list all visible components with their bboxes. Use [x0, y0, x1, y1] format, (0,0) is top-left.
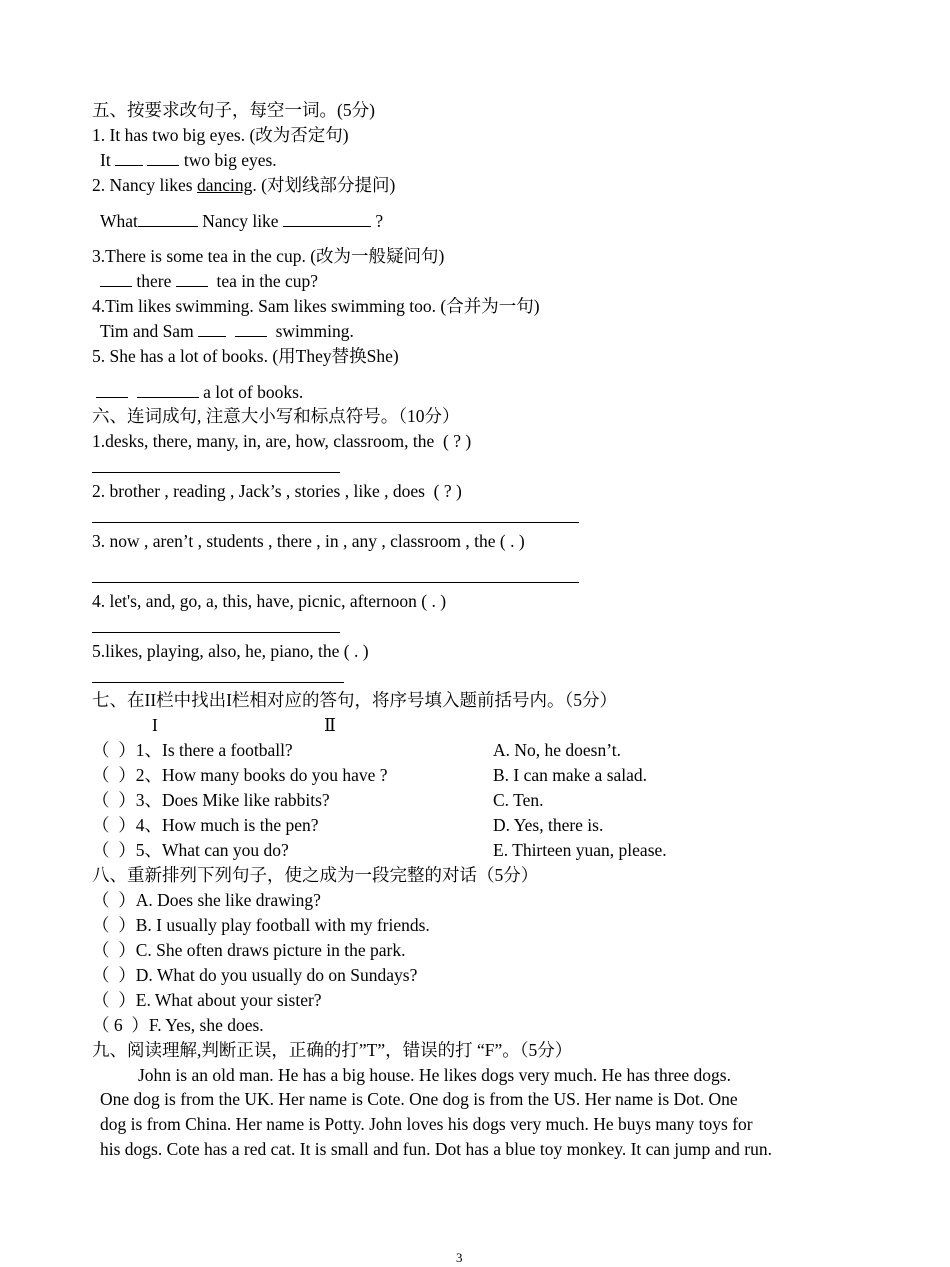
answer-line[interactable]: [92, 472, 340, 473]
sec6-question-1: 1.desks, there, many, in, are, how, classroom, the ( ? ): [92, 431, 472, 451]
answer-blank[interactable]: [100, 271, 132, 287]
match-question: （ ）2、How many books do you have ?: [92, 765, 388, 785]
dialogue-item: （ 6 ）F. Yes, she does.: [92, 1015, 264, 1035]
sec6-question-5: 5.likes, playing, also, he, piano, the ( . ): [92, 641, 369, 661]
sec5-answer-4: Tim and Sam swimming.: [100, 321, 354, 341]
page-number: 3: [456, 1250, 463, 1265]
section-9-title: 九、阅读理解,判断正误，正确的打”T”，错误的打 “F”。（5分）: [92, 1040, 573, 1060]
section-8-title: 八、重新排列下列句子，使之成为一段完整的对话（5分）: [92, 865, 539, 885]
match-answer: E. Thirteen yuan, please.: [493, 840, 667, 860]
answer-line[interactable]: [92, 582, 579, 583]
sec6-question-4: 4. let's, and, go, a, this, have, picnic, afternoon ( . ): [92, 591, 447, 611]
sec6-question-3: 3. now , aren’t , students , there , in , any , classroom , the ( . ): [92, 531, 525, 551]
answer-blank[interactable]: [96, 382, 128, 398]
match-answer: D. Yes, there is.: [493, 815, 604, 835]
answer-line[interactable]: [92, 682, 344, 683]
sec5-question-1: 1. It has two big eyes. (改为否定句): [92, 125, 349, 145]
dialogue-item: （ ）A. Does she like drawing?: [92, 890, 321, 910]
sec5-question-4: 4.Tim likes swimming. Sam likes swimming too. (合并为一句): [92, 296, 540, 316]
sec5-question-3: 3.There is some tea in the cup. (改为一般疑问句): [92, 246, 445, 266]
match-question: （ ）3、Does Mike like rabbits?: [92, 790, 330, 810]
sec5-answer-3: there tea in the cup?: [100, 271, 318, 291]
section-6-title: 六、连词成句, 注意大小写和标点符号。（10分）: [92, 406, 460, 426]
answer-blank[interactable]: [138, 211, 198, 227]
section-5-title: 五、按要求改句子，每空一词。(5分): [92, 100, 375, 120]
sec5-question-2: 2. Nancy likes dancing. (对划线部分提问): [92, 175, 396, 195]
answer-line[interactable]: [92, 632, 340, 633]
reading-passage-line: John is an old man. He has a big house. He likes dogs very much. He has three dogs.: [138, 1065, 731, 1085]
reading-passage-line: One dog is from the UK. Her name is Cote. One dog is from the US. Her name is Dot. One: [100, 1089, 738, 1109]
answer-blank[interactable]: [137, 382, 199, 398]
reading-passage-line: dog is from China. Her name is Potty. John loves his dogs very much. He buys many toys for: [100, 1114, 753, 1134]
dialogue-item: （ ）C. She often draws picture in the park.: [92, 940, 406, 960]
match-question: （ ）5、What can you do?: [92, 840, 289, 860]
sec5-question-5: 5. She has a lot of books. (用They替换She): [92, 346, 399, 366]
dialogue-item: （ ）D. What do you usually do on Sundays?: [92, 965, 418, 985]
dialogue-item: （ ）E. What about your sister?: [92, 990, 322, 1010]
match-answer: B. I can make a salad.: [493, 765, 648, 785]
answer-blank[interactable]: [283, 211, 371, 227]
match-question: （ ）4、How much is the pen?: [92, 815, 319, 835]
dialogue-item: （ ）B. I usually play football with my friends.: [92, 915, 430, 935]
sec5-answer-1: It two big eyes.: [100, 150, 277, 170]
answer-blank[interactable]: [198, 321, 226, 337]
answer-blank[interactable]: [176, 271, 208, 287]
sec5-answer-5: a lot of books.: [96, 382, 303, 402]
sec6-question-2: 2. brother , reading , Jack’s , stories , like , does ( ? ): [92, 481, 462, 501]
section-7-title: 七、在II栏中找出I栏相对应的答句，将序号填入题前括号内。（5分）: [92, 690, 617, 710]
column-2-header: Ⅱ: [324, 715, 336, 735]
answer-blank[interactable]: [147, 150, 179, 166]
reading-passage-line: his dogs. Cote has a red cat. It is small and fun. Dot has a blue toy monkey. It can jump and run.: [100, 1139, 772, 1159]
sec5-answer-2: What Nancy like ?: [100, 211, 384, 231]
answer-blank[interactable]: [115, 150, 143, 166]
column-1-header: I: [152, 715, 158, 735]
match-answer: C. Ten.: [493, 790, 544, 810]
match-answer: A. No, he doesn’t.: [493, 740, 621, 760]
answer-line[interactable]: [92, 522, 579, 523]
underlined-word: dancing: [196, 175, 253, 195]
match-question: （ ）1、Is there a football?: [92, 740, 293, 760]
answer-blank[interactable]: [235, 321, 267, 337]
